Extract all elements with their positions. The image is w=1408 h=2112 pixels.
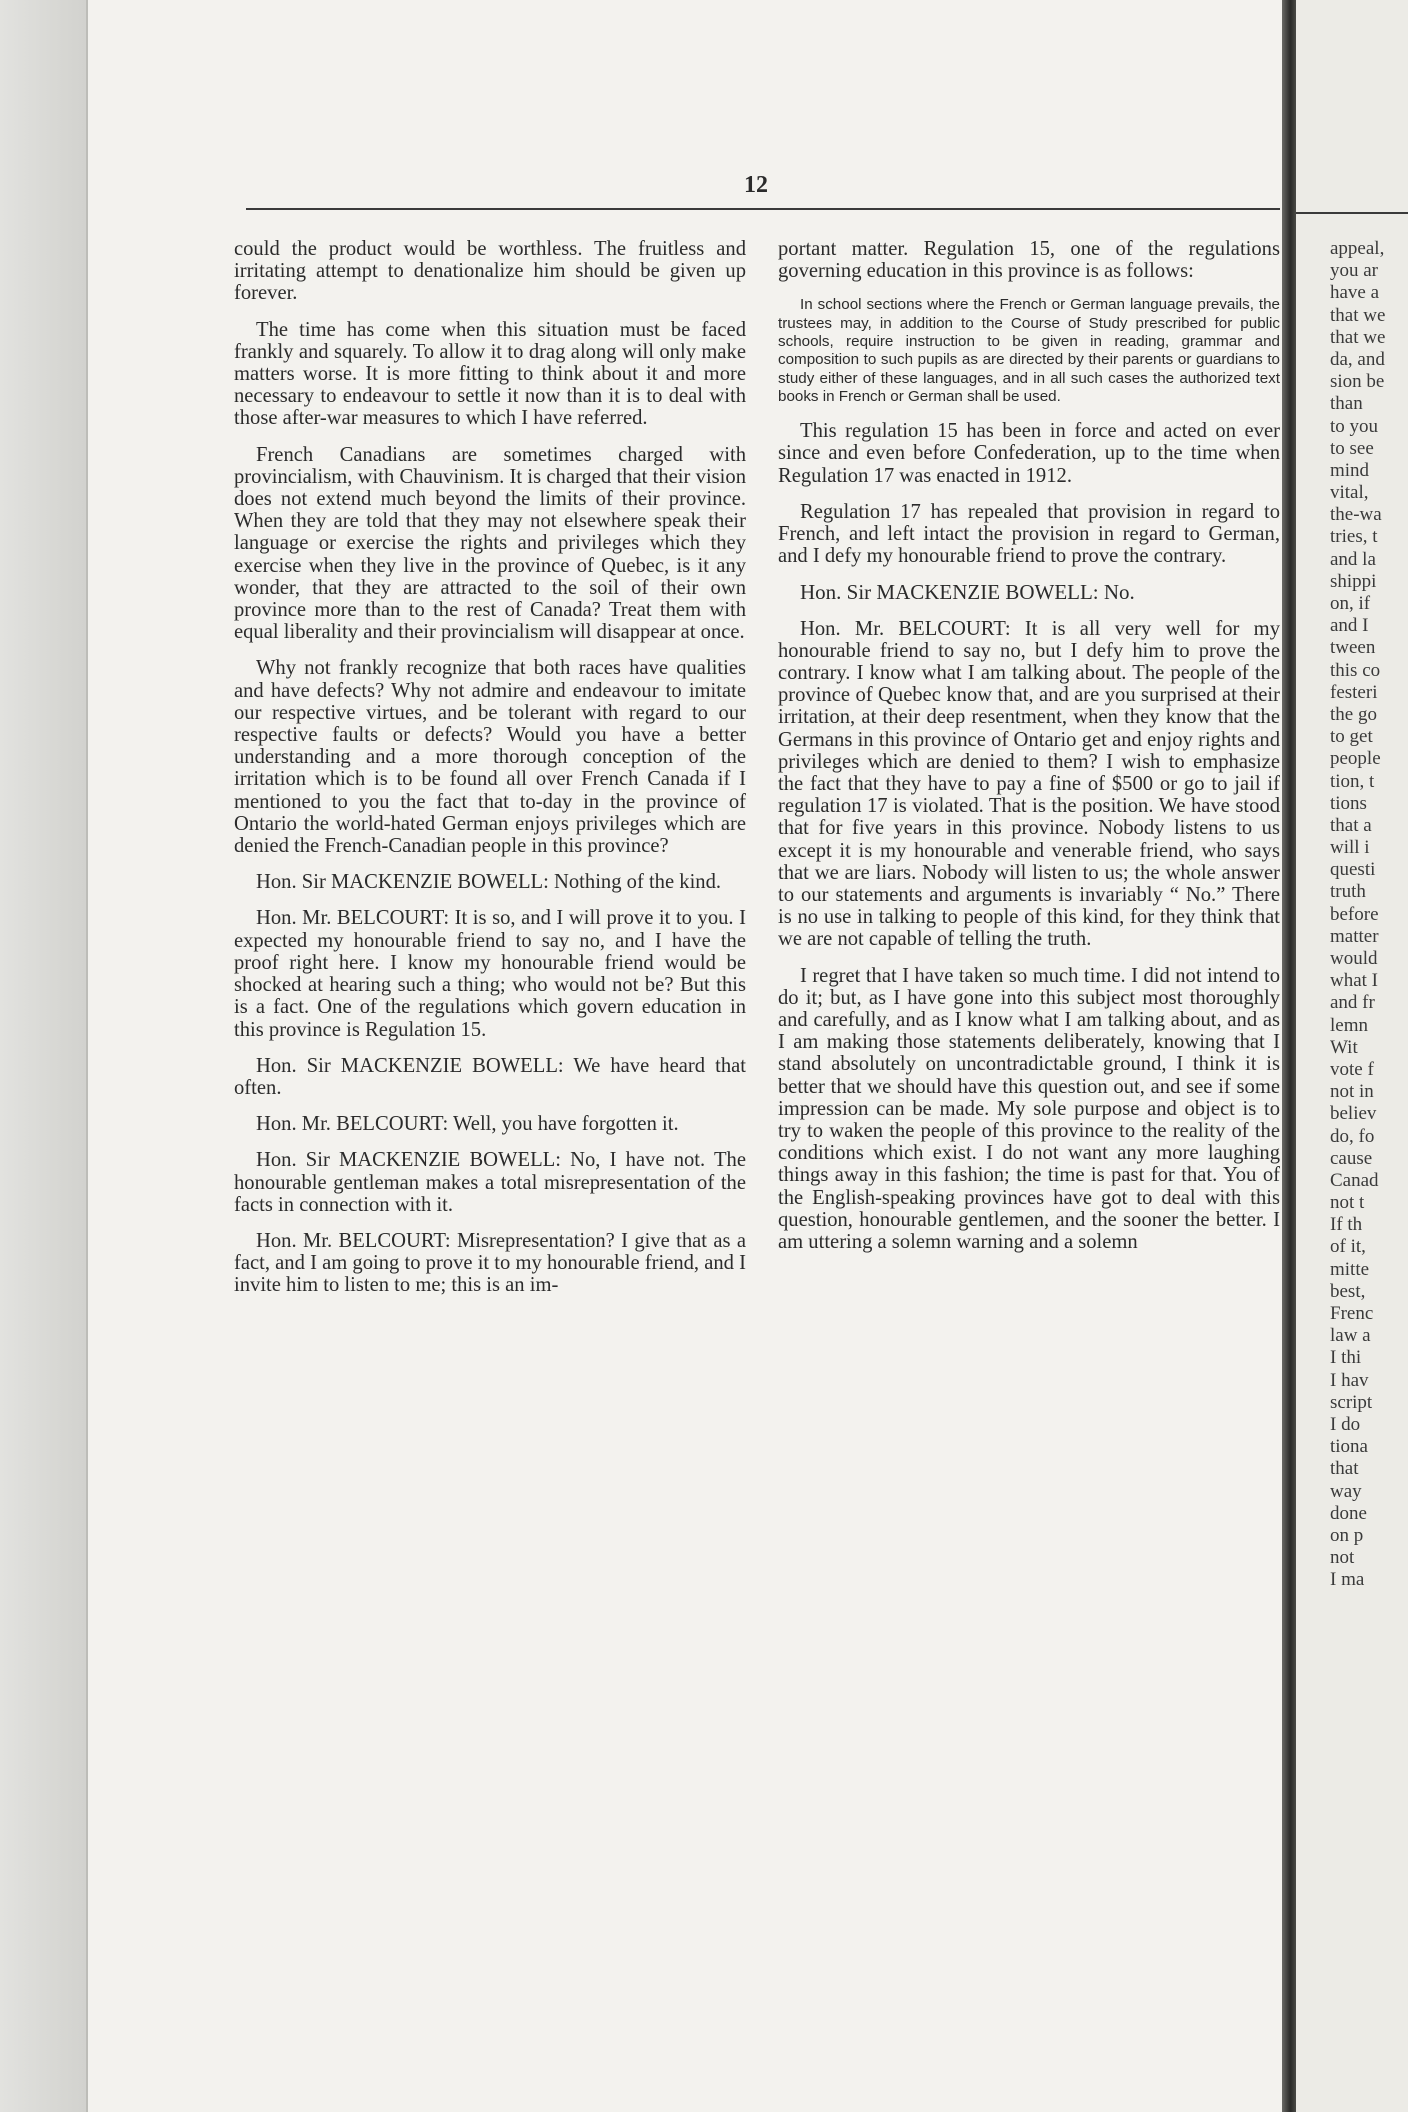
facing-page-line: will i (1330, 837, 1370, 859)
facing-page-line: not in (1330, 1081, 1374, 1103)
facing-page-line: have a (1330, 282, 1380, 304)
facing-page-line: not (1330, 1547, 1355, 1569)
facing-page-line: that (1330, 1458, 1359, 1480)
paragraph: Hon. Mr. BELCOURT: It is all very well for my honourable friend to say no, but I defy him to prove the contrary. I know what I am talking about. The people of the province of Quebec know that, and are you surprised at their irritation, at their deep resentment, when they know that the Germans in this province of Ontario get and enjoy rights and privileges which are denied to them? I wish to emphasize the fact that they have to pay a fine of $500 or go to jail if regulation 17 is violated. That is the position. We have stood that for five years in this province. Nobody listens to us except it is my honourable and venerable friend, who says that we are liars. Nobody will listen to us; the whole answer to our statements and arguments is invariably “ No.” There is no use in talking to people of this kind, for they think that we are not capable of telling the truth. (778, 617, 1280, 951)
facing-page-line: If th (1330, 1214, 1363, 1236)
left-margin (0, 0, 86, 2112)
facing-page-line: to get (1330, 726, 1373, 748)
speech-paragraph: Hon. Mr. BELCOURT: Well, you have forgotten it. (256, 1113, 679, 1136)
facing-page-line: would (1330, 948, 1378, 969)
facing-page-line: and I (1330, 615, 1369, 637)
paragraph: French Canadians are sometimes charged with provincialism, with Chauvinism. It is charged that their vision does not extend much beyond the limits of their province. When they are told that they may not elsewhere speak their language or exercise the rights and privileges which they exercise when they live in the province of Quebec, is it any wonder, that they are attracted to the soil of their own province more than to the rest of Canada? Treat them with equal liberality and their provincialism will disappear at once. (234, 443, 746, 644)
facing-page-line: shippi (1330, 570, 1377, 592)
left-column (234, 238, 746, 1311)
facing-page-line: before (1330, 903, 1379, 925)
speech-paragraph: Hon. Sir MACKENZIE BOWELL: No, I have not. The honourable gentleman makes a total misrepresentation of the facts in connection with it. (234, 1149, 746, 1216)
speaker-line: Hon. Sir MACKENZIE BOWELL: No. (800, 580, 1135, 605)
facing-page-line: people (1330, 748, 1381, 770)
facing-page-line: that a (1330, 814, 1372, 836)
facing-page-line: I thi (1330, 1347, 1362, 1369)
facing-page-line: to see (1330, 437, 1374, 459)
facing-page-line: da, and (1330, 348, 1385, 370)
block-quote: In school sections where the French or German language prevails, the trustees may, in addition to the Course of Study prescribed for public schools, require instruction to be given in reading, grammar and composition to such pupils as are directed by their parents or guardians to study either of these languages, and in all such cases the authorized text books in French or German shall be used. (778, 296, 1280, 405)
paragraph: I regret that I have taken so much time. I did not intend to do it; but, as I have gone into this subject most thoroughly and carefully, and as I know what I am talking about, and as I am making those statements deliberately, knowing that I stand absolutely on uncontradictable ground, I think it is better that we should have this question out, and see if some impression can be made. My sole purpose and object is to try to waken the people of this province to the reality of the conditions which exist. I do not want any more laughing things away in this fashion; the time is past for that. You of the English-speaking provinces have got to deal with this question, honourable gentlemen, and the sooner the better. I am uttering a solemn warning and a solemn (778, 964, 1280, 1254)
facing-page-line: done (1330, 1502, 1367, 1524)
speech-paragraph: Hon. Mr. BELCOURT: It is so, and I will prove it to you. I expected my honourable friend to say no, and I have the proof right here. I know my honourable friend would be shocked at hearing such a thing; who would not be? But this is a fact. One of the regulations which govern education in this province is Regulation 15. (234, 907, 746, 1041)
facing-page-line: matter (1330, 925, 1379, 947)
facing-page-line: festeri (1330, 681, 1378, 703)
facing-page-line: law a (1330, 1325, 1371, 1347)
facing-page-line: way (1330, 1480, 1362, 1502)
facing-page-line: truth (1330, 881, 1366, 903)
facing-page-line: vital, (1330, 482, 1369, 504)
paragraph: The time has come when this situation must be faced frankly and squarely. To allow it to drag along will only make matters worse. It is more fitting to think about it and more necessary to endeavour to settle it now than it is to deal with those after-war measures to which I have referred. (234, 318, 746, 430)
facing-page-line: tries, t (1330, 526, 1378, 548)
facing-page-line: tiona (1330, 1436, 1368, 1458)
facing-page-line: do, fo (1330, 1125, 1375, 1147)
facing-page-line: to you (1330, 415, 1379, 437)
facing-page-line: vote f (1330, 1058, 1374, 1080)
facing-page-line: I hav (1330, 1369, 1369, 1391)
facing-page-line: on, if (1330, 593, 1371, 614)
facing-page-line: of it, (1330, 1236, 1366, 1258)
facing-page-line: tween (1330, 637, 1376, 659)
speech-paragraph: Hon. Sir MACKENZIE BOWELL: We have heard that often. (234, 1054, 746, 1099)
paragraph: Why not frankly recognize that both races have qualities and have defects? Why not admire and endeavour to imitate our respective virtues, and be tolerant with regard to our respective faults or defects? Would you have a better understanding and a more thorough conception of the irritation which is to be found all over French Canada if I mentioned to you the fact that to-day in the province of Ontario the world-hated German enjoys privileges which are denied the French-Canadian people in this province? (234, 657, 746, 858)
paragraph: Regulation 17 has repealed that provision in regard to French, and left intact the provision in regard to German, and I defy my honourable friend to prove the contrary. (778, 500, 1280, 568)
paragraph: portant matter. Regulation 15, one of the regulations governing education in this province is as follows: (778, 238, 1280, 283)
facing-page-line: this co (1330, 659, 1381, 681)
speech-paragraph: Hon. Sir MACKENZIE BOWELL: Nothing of the kind. (256, 871, 722, 894)
facing-page-line: script (1330, 1391, 1373, 1413)
facing-page-line: the-wa (1330, 504, 1382, 526)
facing-page-line: Frenc (1330, 1303, 1374, 1324)
paragraph: This regulation 15 has been in force and acted on ever since and even before Confederation, up to the time when Regulation 17 was enacted in 1912. (778, 420, 1280, 487)
facing-page-line: than (1330, 393, 1363, 415)
facing-page (1296, 0, 1408, 2112)
facing-page-line: believ (1330, 1103, 1377, 1125)
facing-page-line: appeal, (1330, 238, 1385, 259)
facing-page-line: best, (1330, 1280, 1366, 1302)
page-number: 12 (744, 172, 768, 198)
facing-page-line: questi (1330, 859, 1376, 881)
facing-page-rule (1296, 212, 1408, 214)
facing-page-line: Wit (1330, 1036, 1358, 1058)
facing-page-line: I ma (1330, 1569, 1365, 1591)
facing-page-line: tions (1330, 792, 1367, 814)
facing-page-line: and la (1330, 548, 1376, 570)
speech-paragraph: Hon. Mr. BELCOURT: Misrepresentation? I give that as a fact, and I am going to prove it to my honourable friend, and I invite him to listen to me; this is an im- (234, 1229, 746, 1297)
facing-page-line: that we (1330, 326, 1386, 348)
facing-page-line: on p (1330, 1524, 1364, 1546)
facing-page-line: what I (1330, 970, 1379, 992)
facing-page-line: you ar (1330, 260, 1379, 282)
facing-page-line: cause (1330, 1147, 1373, 1169)
facing-page-line: lemn (1330, 1014, 1368, 1036)
facing-page-line: mitte (1330, 1258, 1370, 1280)
paragraph: could the product would be worthless. The fruitless and irritating attempt to denationalize him should be given up forever. (234, 238, 746, 305)
facing-page-line: not t (1330, 1192, 1365, 1214)
facing-page-text (1330, 238, 1408, 1591)
book-spine (1282, 0, 1296, 2112)
facing-page-line: Canad (1330, 1169, 1379, 1191)
middle-column (778, 238, 1280, 1267)
facing-page-line: tion, t (1330, 770, 1375, 792)
facing-page-line: I do (1330, 1413, 1361, 1435)
facing-page-line: the go (1330, 703, 1377, 725)
facing-page-line: mind (1330, 459, 1370, 481)
facing-page-line: and fr (1330, 992, 1375, 1014)
header-rule (246, 208, 1280, 210)
facing-page-line: that we (1330, 304, 1386, 326)
facing-page-line: sion be (1330, 371, 1385, 393)
